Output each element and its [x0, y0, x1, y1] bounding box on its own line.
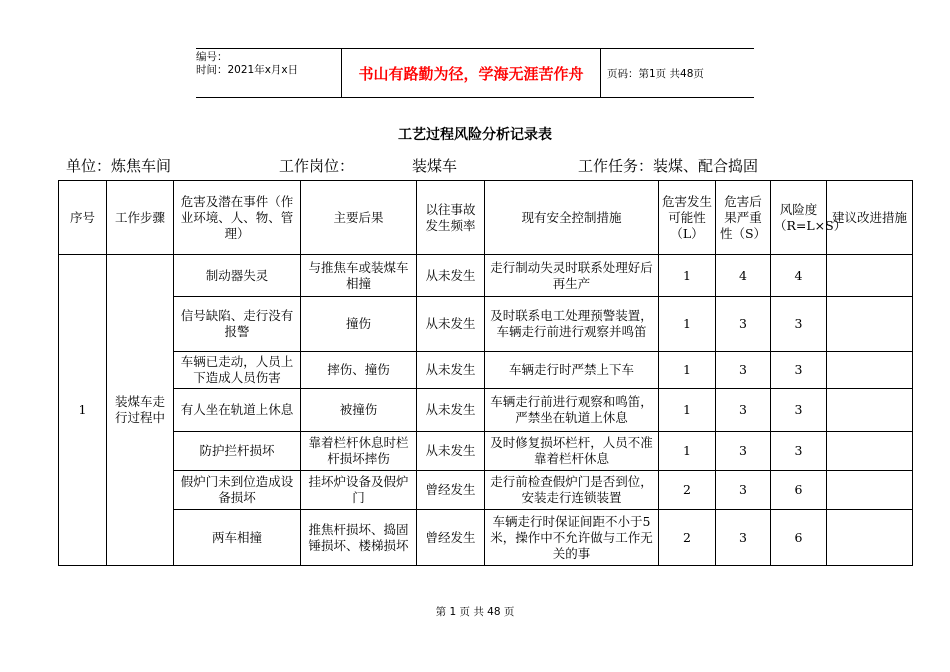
col-header-hazard: 危害及潜在事件（作业环境、人、物、管理） [174, 181, 301, 255]
cell-suggestion [827, 432, 913, 471]
document-title: 工艺过程风险分析记录表 [398, 127, 552, 143]
cell-risk: 3 [771, 389, 827, 432]
cell-hazard: 制动器失灵 [174, 255, 301, 297]
post-label: 工作岗位： [279, 157, 355, 175]
cell-severity: 4 [716, 255, 771, 297]
table-row [59, 297, 913, 352]
cell-step: 装煤车走行过程中 [107, 255, 174, 566]
cell-hazard: 有人坐在轨道上休息 [174, 389, 301, 432]
cell-consequence: 挂坏炉设备及假炉门 [301, 471, 417, 510]
cell-suggestion [827, 255, 913, 297]
cell-control: 车辆走行时保证间距不小于5米，操作中不允许做与工作无关的事 [485, 510, 659, 566]
table-row [59, 471, 913, 510]
cell-likelihood: 1 [659, 352, 716, 389]
table-header-row [59, 181, 913, 255]
cell-frequency: 从未发生 [417, 389, 485, 432]
cell-consequence: 推焦杆损坏、捣固锤损坏、楼梯损坏 [301, 510, 417, 566]
cell-suggestion [827, 510, 913, 566]
col-header-suggestion: 建议改进措施 [827, 181, 913, 255]
post-value: 装煤车 [412, 157, 458, 175]
cell-consequence: 摔伤、撞伤 [301, 352, 417, 389]
cell-control: 车辆走行前进行观察和鸣笛，严禁坐在轨道上休息 [485, 389, 659, 432]
col-header-control: 现有安全控制措施 [485, 181, 659, 255]
task-info: 工作任务：装煤、配合捣固 [578, 157, 759, 175]
cell-frequency: 曾经发生 [417, 471, 485, 510]
cell-suggestion [827, 352, 913, 389]
cell-control: 及时修复损坏栏杆，人员不准靠着栏杆休息 [485, 432, 659, 471]
time-text: 时间：2021年x月x日 [196, 64, 299, 76]
cell-severity: 3 [716, 297, 771, 352]
cell-control: 走行制动失灵时联系处理好后再生产 [485, 255, 659, 297]
risk-analysis-table [58, 180, 913, 566]
col-header-step: 工作步骤 [107, 181, 174, 255]
table-row [59, 389, 913, 432]
cell-frequency: 从未发生 [417, 255, 485, 297]
cell-likelihood: 2 [659, 471, 716, 510]
table-row [59, 510, 913, 566]
cell-severity: 3 [716, 352, 771, 389]
cell-severity: 3 [716, 389, 771, 432]
cell-likelihood: 2 [659, 510, 716, 566]
cell-frequency: 曾经发生 [417, 510, 485, 566]
page-footer: 第 1 页 共 48 页 [435, 606, 515, 618]
header-page-number: 页码：第1页 共48页 [607, 67, 704, 80]
header-motto: 书山有路勤为径，学海无涯苦作舟 [341, 49, 601, 97]
cell-severity: 3 [716, 432, 771, 471]
cell-consequence: 被撞伤 [301, 389, 417, 432]
cell-consequence: 与推焦车或装煤车相撞 [301, 255, 417, 297]
cell-control: 及时联系电工处理预警装置，车辆走行前进行观察并鸣笛 [485, 297, 659, 352]
cell-consequence: 靠着栏杆休息时栏杆损坏摔伤 [301, 432, 417, 471]
cell-suggestion [827, 471, 913, 510]
cell-consequence: 撞伤 [301, 297, 417, 352]
cell-hazard: 车辆已走动，人员上下造成人员伤害 [174, 352, 301, 389]
cell-frequency: 从未发生 [417, 352, 485, 389]
cell-risk: 3 [771, 297, 827, 352]
cell-control: 走行前检查假炉门是否到位，安装走行连锁装置 [485, 471, 659, 510]
cell-likelihood: 1 [659, 255, 716, 297]
cell-seq: 1 [59, 255, 107, 566]
cell-likelihood: 1 [659, 297, 716, 352]
cell-hazard: 两车相撞 [174, 510, 301, 566]
page-header [196, 48, 754, 98]
cell-risk: 6 [771, 471, 827, 510]
col-header-frequency: 以往事故发生频率 [417, 181, 485, 255]
col-header-risk: 风险度（R=L×S） [771, 181, 827, 255]
cell-hazard: 假炉门未到位造成设备损坏 [174, 471, 301, 510]
cell-hazard: 信号缺陷、走行没有报警 [174, 297, 301, 352]
cell-severity: 3 [716, 510, 771, 566]
cell-likelihood: 1 [659, 389, 716, 432]
table-row [59, 432, 913, 471]
cell-control: 车辆走行时严禁上下车 [485, 352, 659, 389]
col-header-likelihood: 危害发生可能性（L） [659, 181, 716, 255]
cell-suggestion [827, 389, 913, 432]
cell-risk: 6 [771, 510, 827, 566]
table-row [59, 255, 913, 297]
cell-hazard: 防护拦杆损坏 [174, 432, 301, 471]
cell-frequency: 从未发生 [417, 297, 485, 352]
unit-info: 单位：炼焦车间 [66, 157, 172, 175]
header-meta [196, 49, 341, 97]
col-header-severity: 危害后果严重性（S） [716, 181, 771, 255]
cell-risk: 4 [771, 255, 827, 297]
cell-severity: 3 [716, 471, 771, 510]
cell-suggestion [827, 297, 913, 352]
col-header-consequence: 主要后果 [301, 181, 417, 255]
col-header-seq: 序号 [59, 181, 107, 255]
cell-frequency: 从未发生 [417, 432, 485, 471]
code-label: 编号： [196, 51, 228, 63]
cell-risk: 3 [771, 352, 827, 389]
table-row [59, 352, 913, 389]
cell-risk: 3 [771, 432, 827, 471]
cell-likelihood: 1 [659, 432, 716, 471]
